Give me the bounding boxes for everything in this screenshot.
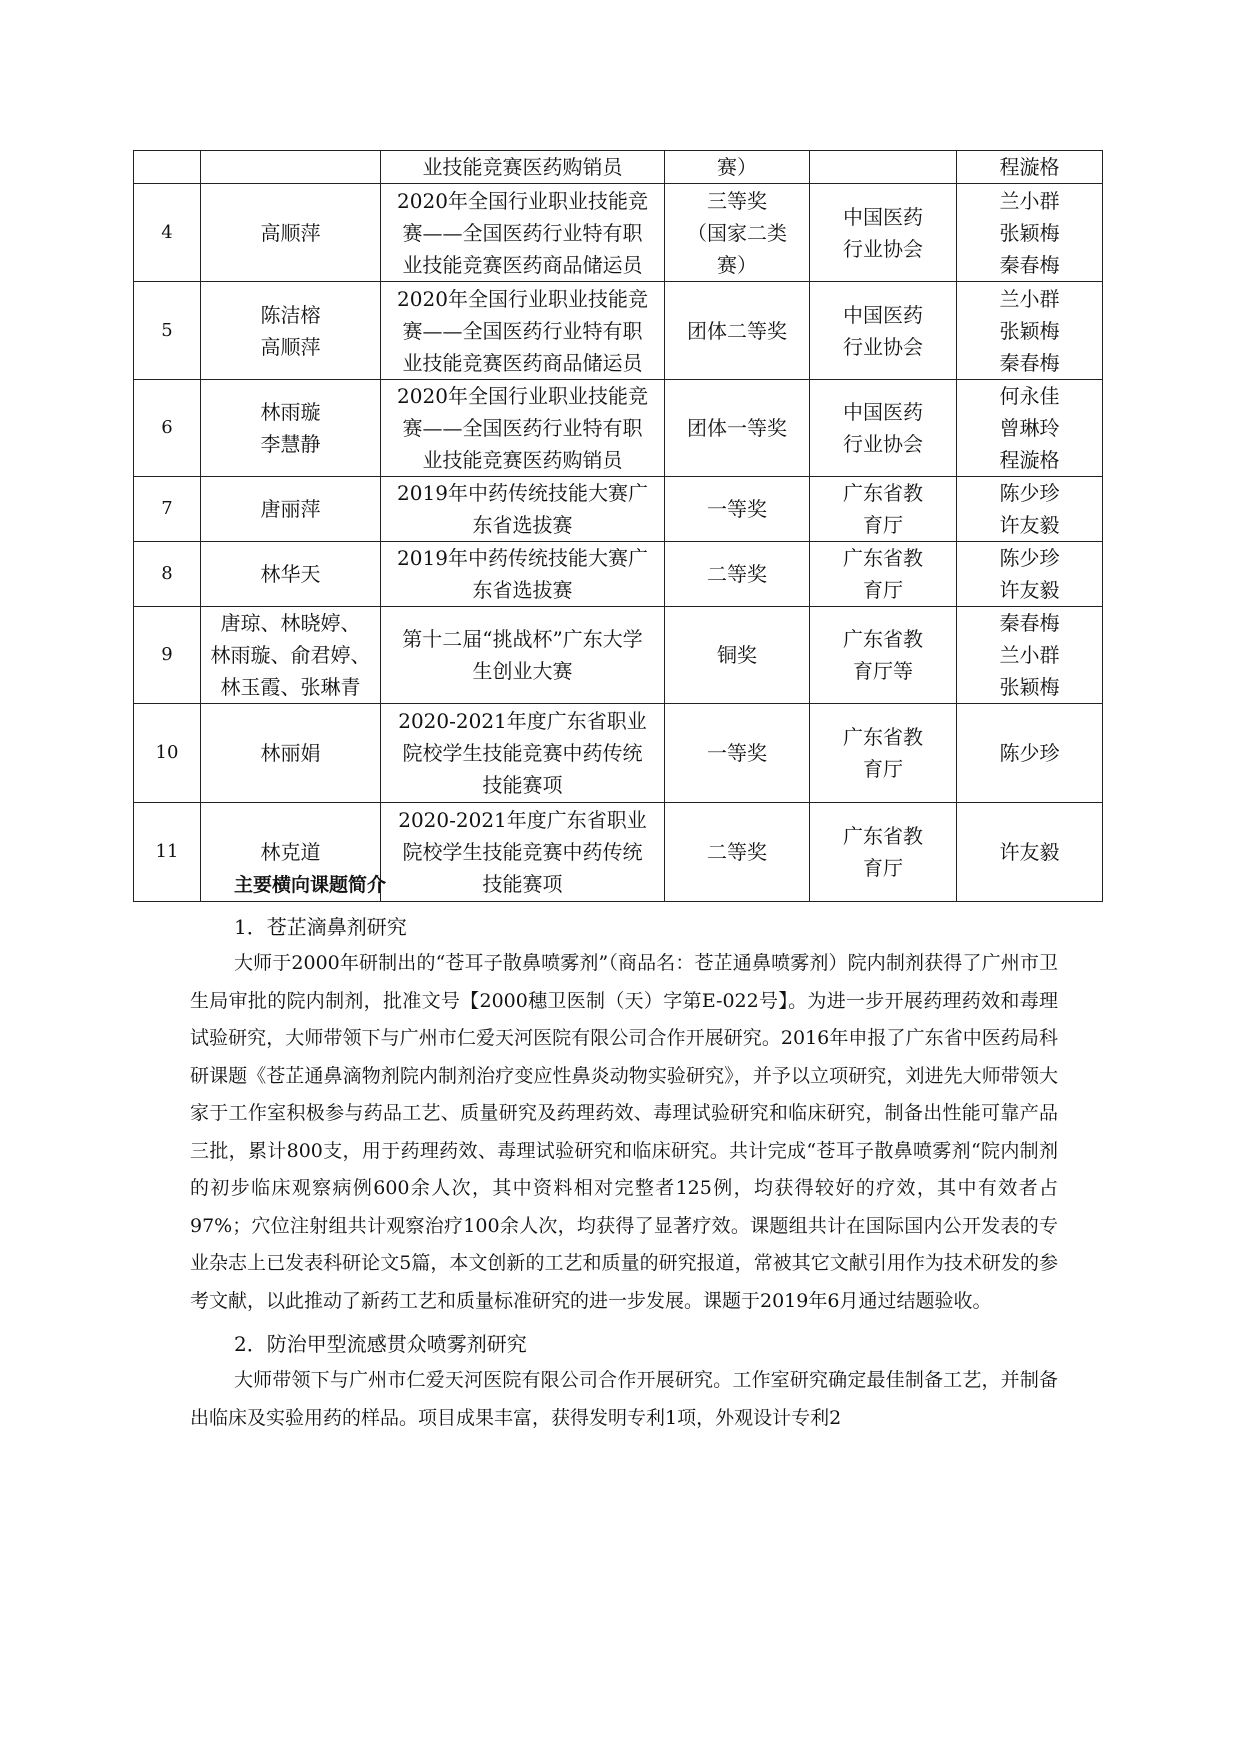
cell-mentor: 陈少珍 — [957, 704, 1103, 803]
cell-student-name: 高顺萍 — [201, 184, 381, 282]
table-row — [134, 477, 1103, 542]
cell-competition: 2020年全国行业职业技能竞 赛——全国医药行业特有职 业技能竞赛医药商品储运员 — [381, 184, 665, 282]
cell-competition: 2020-2021年度广东省职业 院校学生技能竞赛中药传统 技能赛项 — [381, 704, 665, 803]
cell-organizer: 中国医药 行业协会 — [810, 184, 957, 282]
cell-number: 11 — [134, 803, 201, 902]
cell-award: 一等奖 — [665, 704, 810, 803]
table-row — [134, 184, 1103, 282]
cell-mentor: 兰小群 张颖梅 秦春梅 — [957, 282, 1103, 380]
cell-number: 6 — [134, 380, 201, 477]
cell-mentor: 兰小群 张颖梅 秦春梅 — [957, 184, 1103, 282]
table-row — [134, 151, 1103, 184]
cell-award: 铜奖 — [665, 607, 810, 704]
table-row — [134, 380, 1103, 477]
cell-competition: 2019年中药传统技能大赛广 东省选拔赛 — [381, 542, 665, 607]
cell-organizer: 中国医药 行业协会 — [810, 380, 957, 477]
cell-organizer: 广东省教 育厅 — [810, 704, 957, 803]
cell-mentor: 陈少珍 许友毅 — [957, 542, 1103, 607]
cell-award: 团体一等奖 — [665, 380, 810, 477]
table-row — [134, 607, 1103, 704]
cell-award: 二等奖 — [665, 803, 810, 902]
cell-competition: 2020-2021年度广东省职业 院校学生技能竞赛中药传统 技能赛项 — [381, 803, 665, 902]
cell-number: 9 — [134, 607, 201, 704]
cell-student-name — [201, 151, 381, 184]
cell-competition: 第十二届“挑战杯”广东大学 生创业大赛 — [381, 607, 665, 704]
cell-award: 团体二等奖 — [665, 282, 810, 380]
topic-1-paragraph: 大师于2000年研制出的“苍耳子散鼻喷雾剂”（商品名：苍芷通鼻喷雾剂）院内制剂获得了广州市卫生局审批的院内制剂，批准文号【2000穗卫医制（天）字第E-022号】。为进一步开展药理药效和毒理试验研究，大师带领下与广州市仁爱天河医院有限公司合作开展研究。2016年申报了广东省中医药局科研课题《苍芷通鼻滴物剂院内制剂治疗变应性鼻炎动物实验研究》，并予以立项研究，刘进先大师带领大家于工作室积极参与药品工艺、质量研究及药理药效、毒理试验研究和临床研究，制备出性能可靠产品三批，累计800支，用于药理药效、毒理试验研究和临床研究。共计完成“苍耳子散鼻喷雾剂“院内制剂的初步临床观察病例600余人次，其中资料相对完整者125例，均获得较好的疗效，其中有效者占97%；穴位注射组共计观察治疗100余人次，均获得了显著疗效。课题组共计在国际国内公开发表的专业杂志上已发表科研论文5篇，本文创新的工艺和质量的研究报道，常被其它文献引用作为技术研发的参考文献，以此推动了新药工艺和质量标准研究的进一步发展。课题于2019年6月通过结题验收。 — [190, 952, 1058, 1312]
cell-student-name: 唐丽萍 — [201, 477, 381, 542]
cell-number: 4 — [134, 184, 201, 282]
section-title: 主要横向课题简介 — [234, 874, 387, 896]
cell-mentor: 何永佳 曾琳玲 程漩格 — [957, 380, 1103, 477]
cell-number: 8 — [134, 542, 201, 607]
cell-student-name: 林雨璇 李慧静 — [201, 380, 381, 477]
topic-2-paragraph: 大师带领下与广州市仁爱天河医院有限公司合作开展研究。工作室研究确定最佳制备工艺，并制备出临床及实验用药的样品。项目成果丰富，获得发明专利1项，外观设计专利2 — [190, 1369, 1058, 1429]
cell-organizer: 中国医药 行业协会 — [810, 282, 957, 380]
table-row — [134, 704, 1103, 803]
table-row — [134, 542, 1103, 607]
cell-award: 二等奖 — [665, 542, 810, 607]
cell-number: 5 — [134, 282, 201, 380]
cell-organizer: 广东省教 育厅 — [810, 803, 957, 902]
cell-award: 三等奖 （国家二类 赛） — [665, 184, 810, 282]
cell-competition: 业技能竞赛医药购销员 — [381, 151, 665, 184]
cell-competition: 2019年中药传统技能大赛广 东省选拔赛 — [381, 477, 665, 542]
cell-competition: 2020年全国行业职业技能竞 赛——全国医药行业特有职 业技能竞赛医药商品储运员 — [381, 282, 665, 380]
cell-student-name: 唐琼、林晓婷、 林雨璇、俞君婷、 林玉霞、张琳青 — [201, 607, 381, 704]
cell-award: 一等奖 — [665, 477, 810, 542]
cell-student-name: 林丽娟 — [201, 704, 381, 803]
topic-2-heading: 2．防治甲型流感贯众喷雾剂研究 — [234, 1332, 527, 1356]
cell-award: 赛） — [665, 151, 810, 184]
topic-1-heading: 1．苍芷滴鼻剂研究 — [234, 915, 407, 939]
cell-number: 10 — [134, 704, 201, 803]
cell-organizer — [810, 151, 957, 184]
cell-competition: 2020年全国行业职业技能竞 赛——全国医药行业特有职 业技能竞赛医药购销员 — [381, 380, 665, 477]
document-body — [190, 867, 1058, 1437]
cell-student-name: 林克道 — [201, 803, 381, 902]
awards-table — [133, 150, 1103, 902]
cell-mentor: 许友毅 — [957, 803, 1103, 902]
cell-organizer: 广东省教 育厅 — [810, 477, 957, 542]
cell-number: 7 — [134, 477, 201, 542]
cell-student-name: 陈洁榕 高顺萍 — [201, 282, 381, 380]
cell-organizer: 广东省教 育厅等 — [810, 607, 957, 704]
cell-organizer: 广东省教 育厅 — [810, 542, 957, 607]
cell-mentor: 陈少珍 许友毅 — [957, 477, 1103, 542]
cell-mentor: 程漩格 — [957, 151, 1103, 184]
table-row — [134, 282, 1103, 380]
cell-mentor: 秦春梅 兰小群 张颖梅 — [957, 607, 1103, 704]
cell-student-name: 林华天 — [201, 542, 381, 607]
cell-number — [134, 151, 201, 184]
